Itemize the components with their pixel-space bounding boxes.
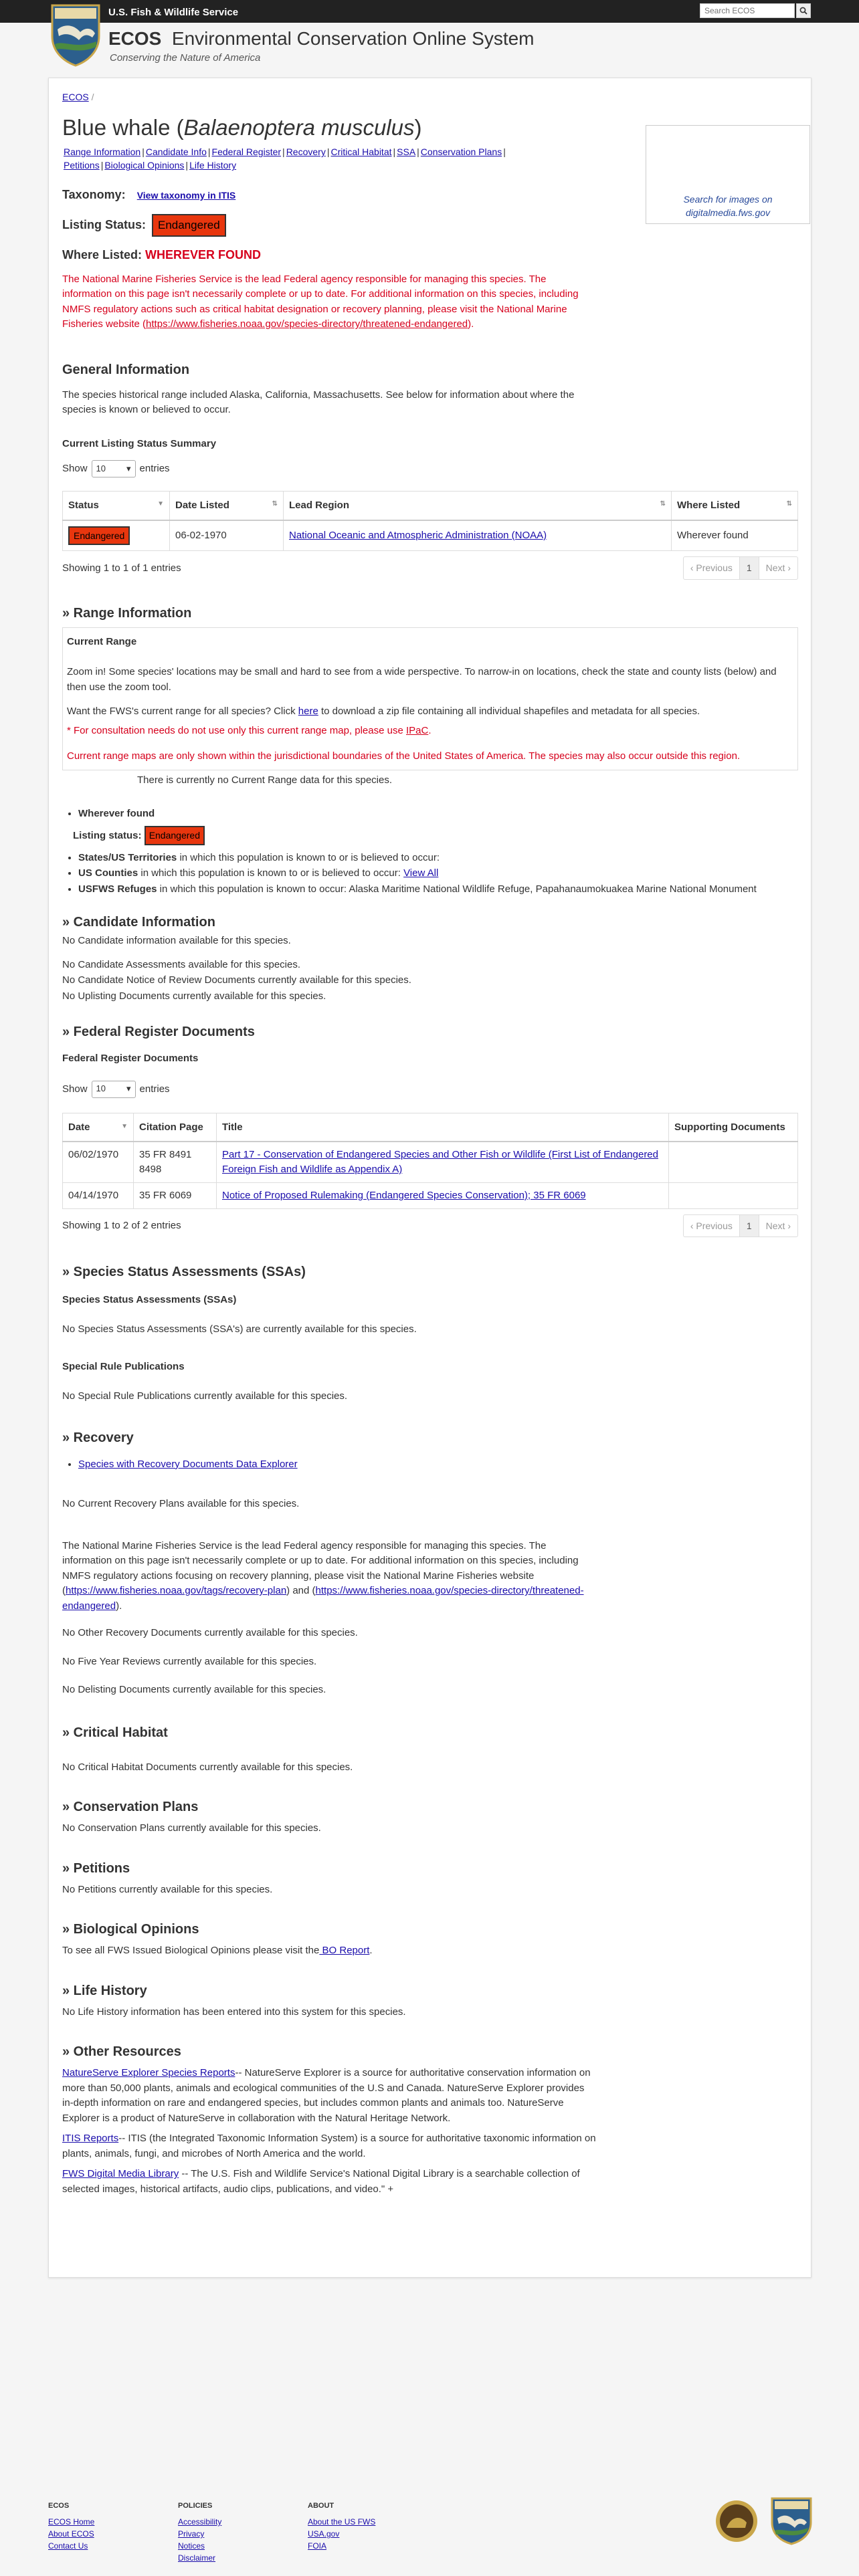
breadcrumb-ecos-link[interactable]: ECOS: [62, 92, 89, 102]
site-full-name: Environmental Conservation Online System: [171, 28, 535, 49]
next-page-button[interactable]: Next ›: [765, 562, 791, 574]
status-summary-table: [62, 491, 798, 551]
lead-region-link[interactable]: National Oceanic and Atmospheric Administration (NOAA): [289, 530, 547, 542]
federal-register-heading: » Federal Register Documents: [62, 1024, 255, 1039]
column-label: Status: [68, 500, 99, 512]
list-item: [73, 807, 798, 897]
range-boundary-note: Current range maps are only shown within the jurisdictional boundaries of the United States of America. The species may also occur outside this region.: [67, 750, 741, 762]
digital-media-desc: -- The U.S. Fish and Wildlife Service's National Digital Library is a searchable collection of selected images, historical artifacts, audio clips, publications, and video." +: [62, 2168, 580, 2195]
natureserve-desc: -- NatureServe Explorer is a source for authoritative conservation information on more than 50,000 plants, animals and ecological communities of the U.S and Canada. NatureServe Explorer provides in-depth information on rare and endangered species, but includes common plants and animals too. NatureServe Explorer is a product of NatureServe in collaboration with the Natural Heritage Network.: [62, 2067, 591, 2124]
entries-select[interactable]: [92, 460, 136, 477]
natureserve-link[interactable]: NatureServe Explorer Species Reports: [62, 2067, 235, 2079]
general-info-heading: General Information: [62, 362, 190, 377]
table-row: [63, 520, 798, 551]
recovery-nmfs-end: ).: [116, 1600, 122, 1612]
list-item: [78, 882, 798, 897]
footer-link-usa-gov[interactable]: USA.gov: [308, 2529, 340, 2539]
date-listed-cell: 06-02-1970: [170, 520, 284, 551]
footer-ecos-column: [48, 2501, 94, 2552]
ssa-heading: » Species Status Assessments (SSAs): [62, 1265, 306, 1279]
jump-link-petitions[interactable]: Petitions: [64, 160, 100, 171]
site-title: [108, 25, 535, 53]
title-cell: [217, 1142, 669, 1182]
range-download-text: [67, 704, 793, 720]
range-download-post: to download a zip file containing all individual shapefiles and metadata for all species.: [318, 706, 700, 718]
footer-link-foia[interactable]: FOIA: [308, 2541, 327, 2551]
population-listing-status: [73, 826, 798, 845]
listing-status-label: Listing Status:: [62, 217, 146, 231]
column-label: Lead Region: [289, 500, 350, 512]
view-all-counties-link[interactable]: View All: [403, 867, 439, 879]
status-cell: [63, 520, 170, 551]
jump-link-conservation-plans[interactable]: Conservation Plans: [420, 146, 502, 158]
jump-link-biological-opinions[interactable]: Biological Opinions: [104, 160, 185, 171]
citation-cell: 35 FR 6069: [134, 1182, 217, 1208]
counties-label: US Counties: [78, 867, 138, 879]
recovery-plan-link[interactable]: https://www.fisheries.noaa.gov/tags/recovery-plan: [66, 1585, 287, 1597]
bio-opinions-pre: To see all FWS Issued Biological Opinions please visit the: [62, 1945, 320, 1957]
bo-report-link[interactable]: BO Report: [319, 1945, 370, 1957]
sort-desc-icon: ▼: [157, 500, 164, 508]
list-item: [78, 866, 798, 881]
recovery-links: [78, 1457, 798, 1472]
population-status-badge: Endangered: [145, 826, 205, 845]
recovery-nmfs-notice: [62, 1539, 597, 1614]
footer-heading: ABOUT: [308, 2502, 335, 2510]
conservation-plans-text: No Conservation Plans currently available for this species.: [62, 1822, 321, 1834]
site-header: [0, 23, 859, 78]
column-header-date[interactable]: [63, 1113, 134, 1142]
next-page-button[interactable]: Next ›: [765, 1220, 791, 1231]
jump-link-separator: |: [100, 160, 104, 171]
previous-page-button[interactable]: ‹ Previous: [684, 1215, 740, 1237]
recovery-data-explorer-link[interactable]: Species with Recovery Documents Data Explorer: [78, 1458, 298, 1470]
species-scientific-name: Balaenoptera musculus: [183, 115, 415, 140]
site-acronym: ECOS: [108, 28, 162, 49]
where-listed-row: [62, 246, 798, 263]
title-cell: [217, 1182, 669, 1208]
fr-document-link[interactable]: Notice of Proposed Rulemaking (Endangered Species Conservation); 35 FR 6069: [222, 1189, 586, 1201]
candidate-info-line: No Candidate Assessments available for this species.: [62, 958, 301, 970]
pagination: [683, 1214, 798, 1237]
column-header-title[interactable]: [217, 1113, 669, 1142]
table-info: Showing 1 to 2 of 2 entries: [62, 1219, 181, 1231]
table-header-row: [63, 492, 798, 520]
column-label: Citation Page: [139, 1121, 203, 1133]
states-text: in which this population is known to or is believed to occur:: [177, 851, 440, 863]
delisting-text: No Delisting Documents currently available for this species.: [62, 1684, 326, 1696]
jump-link-separator: |: [142, 146, 145, 158]
federal-register-table: [62, 1113, 798, 1209]
natureserve-resource: [62, 2066, 597, 2126]
jump-link-separator: |: [282, 146, 285, 158]
recovery-nmfs-mid: ) and (: [286, 1585, 316, 1597]
title-close-paren: ): [414, 115, 422, 140]
itis-reports-link[interactable]: ITIS Reports: [62, 2133, 119, 2145]
zoom-hint: Zoom in! Some species' locations may be small and hard to see from a wide perspective. To narrow-in on locations, check the state and county lists (below) and then use the zoom tool.: [67, 666, 777, 693]
population-details: [78, 851, 798, 897]
taxonomy-label: Taxonomy:: [62, 187, 126, 201]
no-range-data-text: There is currently no Current Range data for this species.: [137, 774, 393, 786]
nmfs-website-link[interactable]: https://www.fisheries.noaa.gov/species-directory/threatened-endangered: [146, 318, 468, 330]
itis-resource: [62, 2131, 597, 2161]
breadcrumb-separator: /: [91, 92, 94, 102]
status-table-length: [62, 460, 798, 477]
digital-media-resource: [62, 2167, 597, 2197]
petitions-text: No Petitions currently available for this species.: [62, 1883, 273, 1895]
page-1-button[interactable]: 1: [740, 557, 759, 578]
column-header-lead-region[interactable]: [284, 492, 672, 520]
footer-about-column: [308, 2501, 375, 2552]
jump-link-range-information[interactable]: Range Information: [64, 146, 141, 158]
refuges-label: USFWS Refuges: [78, 883, 157, 895]
bio-opinions-post: .: [369, 1945, 373, 1957]
page-1-button[interactable]: 1: [740, 1215, 759, 1237]
footer-link-about-fws[interactable]: About the US FWS: [308, 2516, 376, 2527]
jump-link-separator: |: [393, 146, 396, 158]
column-label: Title: [222, 1121, 243, 1133]
counties-text: in which this population is known to or is believed to occur:: [138, 867, 404, 879]
table-header-row: [63, 1113, 798, 1142]
ssa-subheading: Species Status Assessments (SSAs): [62, 1294, 237, 1305]
jump-link-federal-register[interactable]: Federal Register: [211, 146, 282, 158]
chevron-down-icon: ▾: [126, 463, 131, 473]
column-label: Supporting Documents: [674, 1121, 785, 1133]
critical-habitat-heading: » Critical Habitat: [62, 1725, 168, 1740]
consultation-note: [67, 724, 793, 739]
footer-link-contact-us[interactable]: Contact Us: [48, 2541, 88, 2551]
special-rule-heading: Special Rule Publications: [62, 1361, 185, 1373]
site-tagline: Conserving the Nature of America: [110, 52, 261, 64]
top-bar: [0, 0, 859, 23]
population-name: Wherever found: [78, 807, 155, 819]
species-common-name: Blue whale (: [62, 115, 184, 140]
footer-link-about-ecos[interactable]: About ECOS: [48, 2529, 94, 2539]
range-download-link[interactable]: here: [298, 706, 318, 718]
current-range-heading: Current Range: [67, 635, 137, 647]
jump-link-life-history[interactable]: Life History: [189, 160, 237, 171]
table-row: [63, 1142, 798, 1182]
life-history-text: No Life History information has been entered into this system for this species.: [62, 2006, 406, 2018]
footer-heading: ECOS: [48, 2502, 70, 2510]
other-resources-heading: » Other Resources: [62, 2044, 181, 2060]
status-badge: Endangered: [68, 526, 130, 545]
breadcrumb: [62, 90, 798, 104]
population-listing-label: Listing status:: [73, 830, 142, 842]
lead-region-cell: [284, 520, 672, 551]
search-icon: [799, 7, 807, 15]
column-header-citation-page[interactable]: [134, 1113, 217, 1142]
candidate-info-line: No Candidate information available for this species.: [62, 934, 291, 946]
ssa-text: No Species Status Assessments (SSA's) are currently available for this species.: [62, 1323, 417, 1335]
column-label: Date Listed: [175, 500, 229, 512]
nmfs-notice-text: The National Marine Fisheries Service is the lead Federal agency responsible for managing this species. The information on this page isn't necessarily complete or up to date. For additional information on this species, including NMFS regulatory actions such as critical habitat designation or recovery planning, please visit the National Marine Fisheries website (: [62, 273, 579, 330]
federal-register-length: [62, 1081, 798, 1098]
image-search-link[interactable]: Search for images on digitalmedia.fws.gov: [683, 194, 773, 219]
itis-taxonomy-link[interactable]: View taxonomy in ITIS: [136, 189, 236, 201]
doi-seal-icon[interactable]: [714, 2497, 759, 2545]
consultation-pre: * For consultation needs do not use only this current range map, please use: [67, 724, 406, 736]
entries-label: entries: [139, 1083, 170, 1095]
fr-document-link[interactable]: Part 17 - Conservation of Endangered Species and Other Fish or Wildlife (First List of Endangered Foreign Fish and Wildlife as Appendix A): [222, 1149, 658, 1176]
bio-opinions-text: [62, 1943, 798, 1959]
bio-opinions-heading: » Biological Opinions: [62, 1922, 199, 1937]
column-label: Where Listed: [677, 500, 741, 512]
where-listed-label: Where Listed:: [62, 248, 142, 262]
sort-icon: ⇅: [272, 500, 278, 508]
footer-link-ecos-home[interactable]: ECOS Home: [48, 2516, 95, 2527]
recovery-nmfs-text: The National Marine Fisheries Service is the lead Federal agency responsible for managing this species. The information on this page isn't necessarily complete or up to date. For additional information on this species, including NMFS regulatory actions focusing on recovery planning, please visit the National Marine Fisheries website (: [62, 1539, 579, 1597]
footer-heading: POLICIES: [178, 2502, 213, 2510]
federal-register-footer: [62, 1214, 798, 1237]
fws-shield-footer-icon[interactable]: [769, 2497, 814, 2545]
panel-content: [62, 90, 798, 2197]
site-search: [700, 3, 811, 18]
where-listed-value: WHEREVER FOUND: [145, 248, 262, 262]
entries-select[interactable]: [92, 1081, 136, 1098]
nmfs-notice: [62, 272, 597, 332]
jump-link-critical-habitat[interactable]: Critical Habitat: [330, 146, 392, 158]
search-input[interactable]: [700, 3, 795, 18]
main-panel: [48, 78, 812, 2278]
fws-shield-logo-icon[interactable]: [48, 3, 103, 67]
candidate-info-heading: » Candidate Information: [62, 914, 215, 930]
supporting-docs-cell: [669, 1182, 798, 1208]
population-list: [73, 807, 798, 897]
status-table-footer: [62, 556, 798, 579]
column-header-supporting-docs[interactable]: [669, 1113, 798, 1142]
footer-link-accessibility[interactable]: Accessibility: [178, 2516, 222, 2527]
petitions-heading: » Petitions: [62, 1860, 130, 1876]
fws-digital-media-link[interactable]: FWS Digital Media Library: [62, 2168, 179, 2180]
jump-link-separator: |: [207, 146, 211, 158]
special-rule-text: No Special Rule Publications currently available for this species.: [62, 1390, 348, 1402]
footer-link-disclaimer[interactable]: Disclaimer: [178, 2553, 216, 2563]
chevron-down-icon: ▾: [126, 1083, 131, 1094]
range-download-pre: Want the FWS's current range for all species? Click: [67, 706, 298, 718]
search-button[interactable]: [796, 3, 811, 18]
sort-icon: ⇅: [786, 500, 792, 508]
show-label: Show: [62, 463, 88, 475]
image-search-box: [646, 125, 810, 224]
jump-link-separator: |: [417, 146, 419, 158]
entries-select-value: 10: [96, 1083, 106, 1094]
list-item: [78, 1457, 798, 1472]
column-header-status[interactable]: [63, 492, 170, 520]
jump-link-separator: |: [326, 146, 330, 158]
no-recovery-plans-text: No Current Recovery Plans available for this species.: [62, 1498, 300, 1510]
federal-register-label: Federal Register Documents: [62, 1052, 199, 1064]
refuges-text: in which this population is known to occur: Alaska Maritime National Wildlife Refuge, Papahanaumokuakea Marine National Monument: [157, 883, 757, 895]
jump-link-candidate-info[interactable]: Candidate Info: [145, 146, 207, 158]
ipac-link[interactable]: IPaC: [405, 724, 429, 736]
table-row: [63, 1182, 798, 1208]
critical-habitat-text: No Critical Habitat Documents currently available for this species.: [62, 1761, 353, 1773]
column-header-where-listed[interactable]: [672, 492, 798, 520]
states-label: States/US Territories: [78, 851, 177, 863]
candidate-info: [62, 934, 798, 1004]
life-history-heading: » Life History: [62, 1983, 147, 1998]
jump-link-separator: |: [503, 146, 506, 158]
jump-link-separator: |: [185, 160, 189, 171]
nmfs-notice-end: ).: [468, 318, 474, 330]
date-cell: 04/14/1970: [63, 1182, 134, 1208]
threatened-endangered-link[interactable]: https://www.fisheries.noaa.gov/species-directory/threatened-endangered: [62, 1585, 584, 1612]
footer-link-notices[interactable]: Notices: [178, 2541, 205, 2551]
footer-link-privacy[interactable]: Privacy: [178, 2529, 205, 2539]
previous-page-button[interactable]: ‹ Previous: [684, 557, 740, 578]
sort-desc-icon: ▼: [121, 1122, 128, 1130]
sort-icon: ⇅: [660, 500, 666, 508]
candidate-info-line: No Candidate Notice of Review Documents currently available for this species.: [62, 974, 411, 986]
entries-label: entries: [139, 463, 170, 475]
general-info-text: The species historical range included Alaska, California, Massachusetts. See below for information about where the species is known or believed to occur.: [62, 389, 575, 416]
pagination: [683, 556, 798, 579]
footer-policies-column: [178, 2501, 221, 2564]
agency-name: U.S. Fish & Wildlife Service: [108, 7, 239, 18]
table-info: Showing 1 to 1 of 1 entries: [62, 562, 181, 574]
jump-link-recovery[interactable]: Recovery: [286, 146, 326, 158]
status-table-label: Current Listing Status Summary: [62, 437, 217, 449]
other-recovery-text: No Other Recovery Documents currently available for this species.: [62, 1627, 358, 1639]
jump-link-ssa[interactable]: SSA: [397, 146, 416, 158]
citation-cell: 35 FR 8491 8498: [134, 1142, 217, 1182]
column-label: Date: [68, 1121, 90, 1133]
conservation-plans-heading: » Conservation Plans: [62, 1800, 199, 1815]
current-range-box: [62, 627, 798, 770]
listing-status-badge: Endangered: [152, 214, 226, 237]
date-cell: 06/02/1970: [63, 1142, 134, 1182]
recovery-heading: » Recovery: [62, 1430, 134, 1445]
column-header-date-listed[interactable]: [170, 492, 284, 520]
five-year-review-text: No Five Year Reviews currently available for this species.: [62, 1655, 317, 1667]
show-label: Show: [62, 1083, 88, 1095]
entries-select-value: 10: [96, 463, 106, 473]
itis-desc: -- ITIS (the Integrated Taxonomic Information System) is a source for authoritative taxonomic information on plants, animals, fungi, and microbes of North America and the world.: [62, 2133, 596, 2159]
range-info-heading: » Range Information: [62, 605, 192, 621]
where-listed-cell: Wherever found: [672, 520, 798, 551]
consultation-post: .: [428, 724, 432, 736]
list-item: [78, 851, 798, 865]
candidate-info-line: No Uplisting Documents currently available for this species.: [62, 990, 326, 1002]
supporting-docs-cell: [669, 1142, 798, 1182]
